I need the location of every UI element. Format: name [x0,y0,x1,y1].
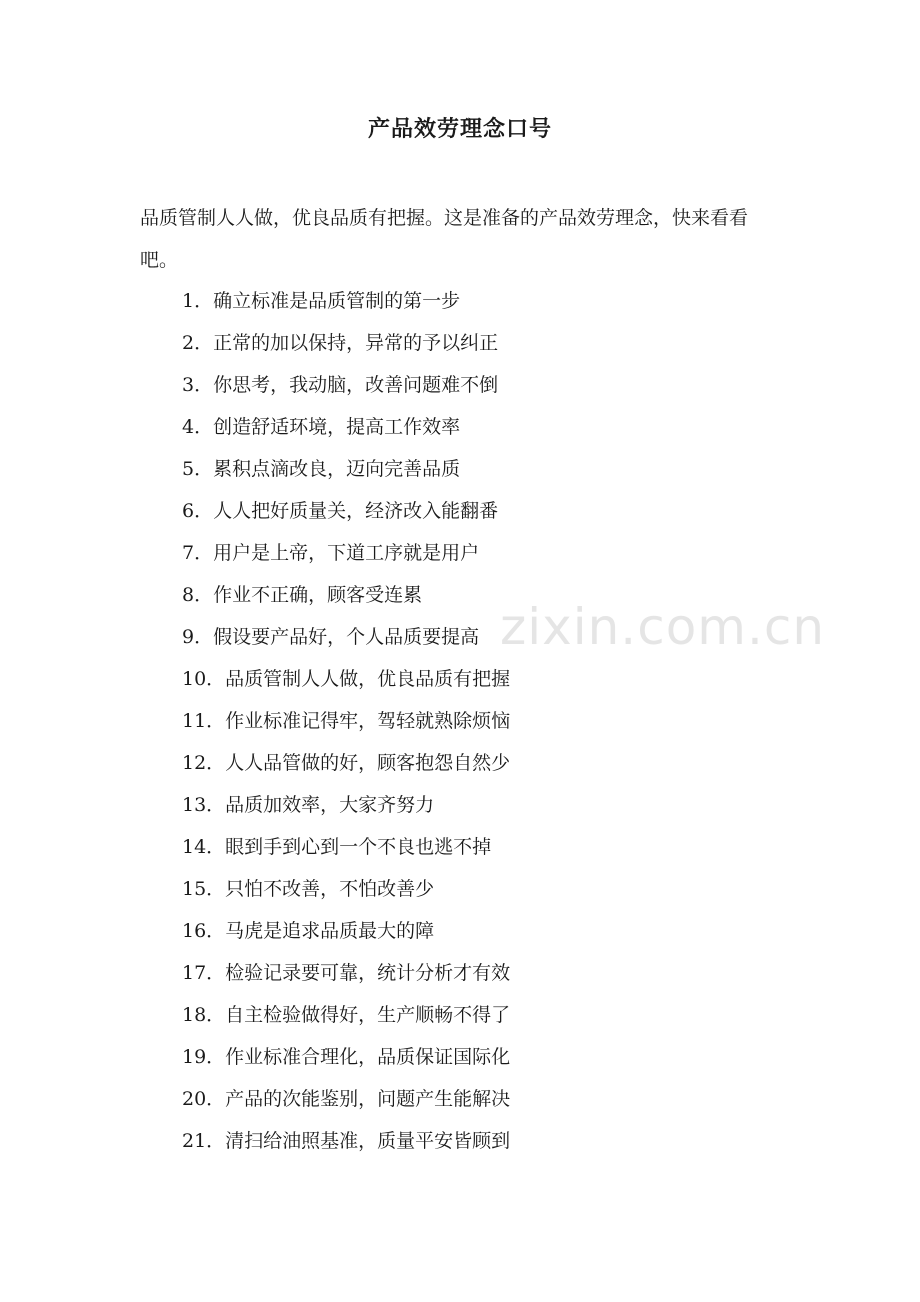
list-item: 2．正常的加以保持，异常的予以纠正 [182,332,499,354]
list-item: 21．清扫给油照基准，质量平安皆顾到 [182,1130,511,1152]
list-item: 12．人人品管做的好，顾客抱怨自然少 [182,752,511,774]
list-item: 17．检验记录要可靠，统计分析才有效 [182,962,511,984]
list-item: 5．累积点滴改良，迈向完善品质 [182,458,461,480]
list-item: 20．产品的次能鉴别，问题产生能解决 [182,1088,511,1110]
list-item: 4．创造舒适环境，提高工作效率 [182,416,461,438]
list-item: 18．自主检验做得好，生产顺畅不得了 [182,1004,511,1026]
list-item: 7．用户是上帝，下道工序就是用户 [182,542,480,564]
list-item: 11．作业标准记得牢，驾轻就熟除烦恼 [182,710,511,732]
page-title: 产品效劳理念口号 [367,116,552,142]
slogan-list [182,280,782,1162]
list-item: 6．人人把好质量关，经济改入能翻番 [182,500,499,522]
list-item: 19．作业标准合理化，品质保证国际化 [182,1046,511,1068]
list-item: 9．假设要产品好，个人品质要提高 [182,626,480,648]
list-item: 16．马虎是追求品质最大的障 [182,920,435,942]
list-item: 8．作业不正确，顾客受连累 [182,584,423,606]
intro-paragraph: 品质管制人人做，优良品质有把握。这是准备的产品效劳理念，快来看看吧。 [140,207,749,271]
list-item: 13．品质加效率，大家齐努力 [182,794,435,816]
list-item: 1．确立标准是品质管制的第一步 [182,290,461,312]
list-item: 14．眼到手到心到一个不良也逃不掉 [182,836,492,858]
watermark: zixin.com.cn [500,598,826,656]
list-item: 10．品质管制人人做，优良品质有把握 [182,668,511,690]
list-item: 3．你思考，我动脑，改善问题难不倒 [182,374,499,396]
list-item: 15．只怕不改善，不怕改善少 [182,878,435,900]
